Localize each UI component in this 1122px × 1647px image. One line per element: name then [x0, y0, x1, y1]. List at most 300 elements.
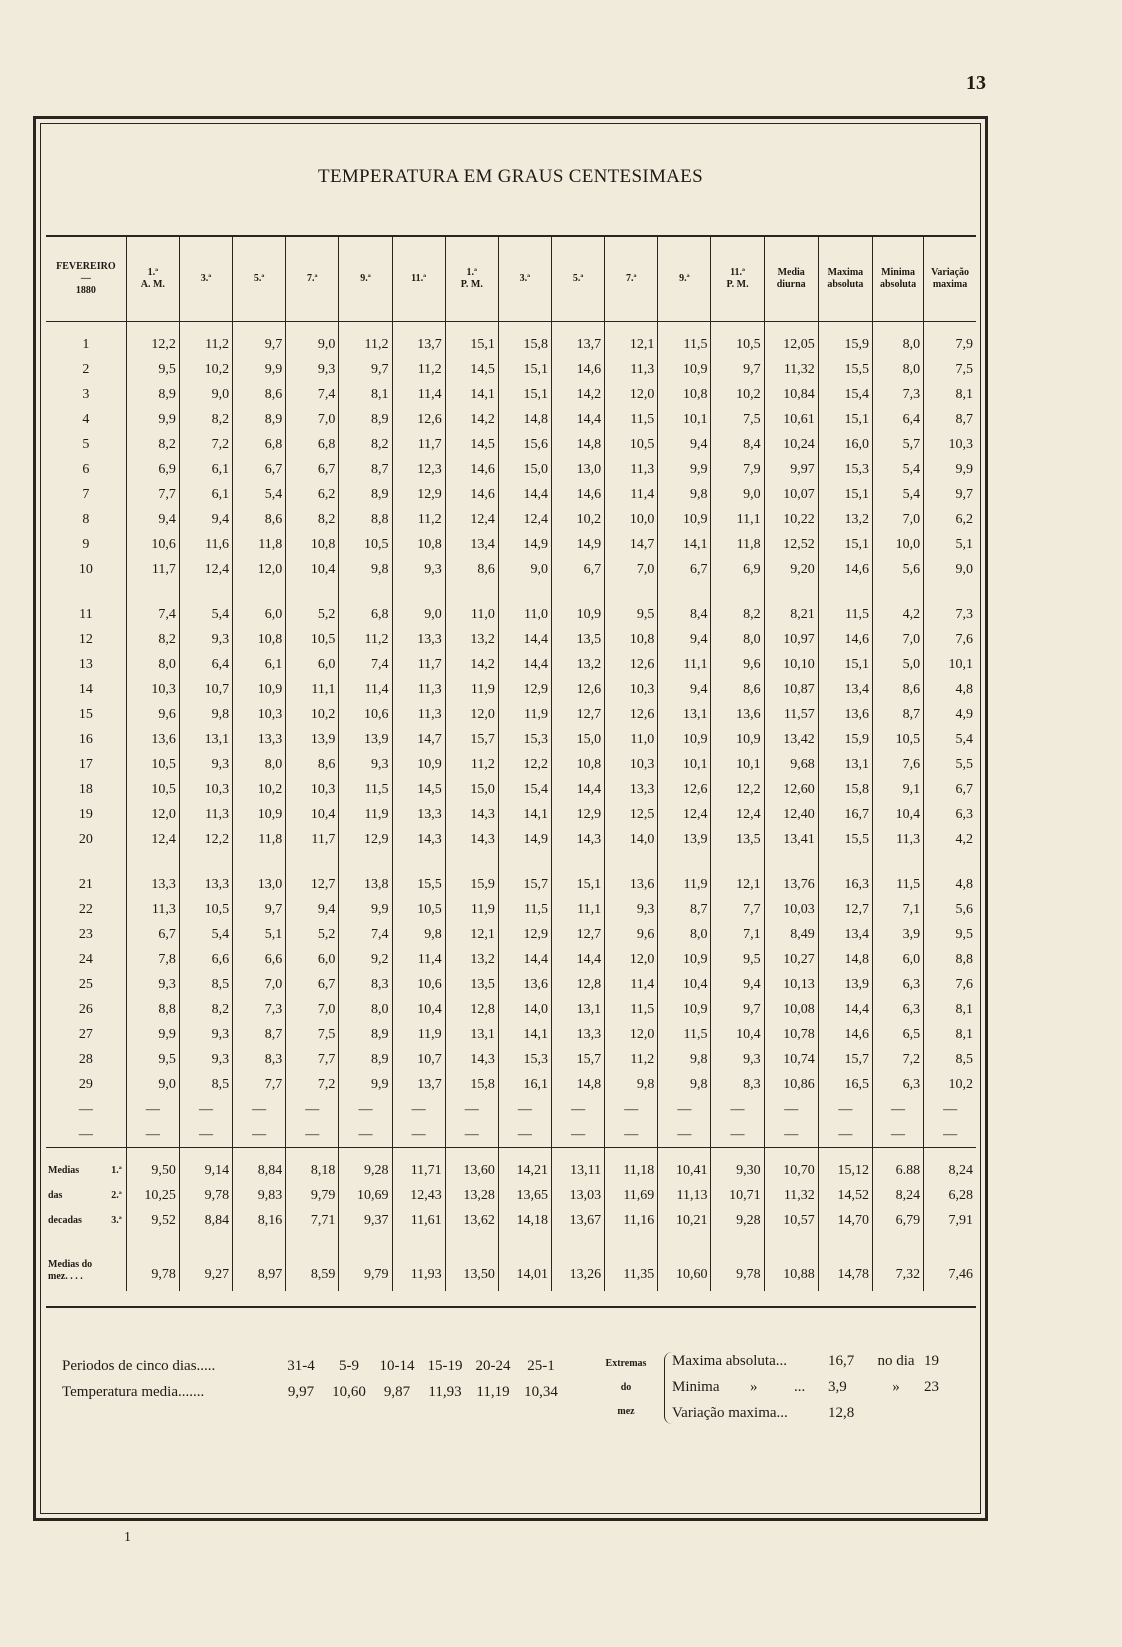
table-cell: 10,4 — [872, 802, 923, 827]
spacer-cell — [605, 852, 658, 872]
table-cell: 11,7 — [392, 652, 445, 677]
table-cell: 8,0 — [233, 752, 286, 777]
table-cell: 10,41 — [658, 1148, 711, 1184]
table-cell: 7,3 — [924, 602, 976, 627]
table-cell: 9,9 — [339, 897, 392, 922]
column-header — [658, 237, 711, 322]
column-header-line: diurna — [776, 279, 806, 290]
table-cell: 10,3 — [605, 752, 658, 777]
table-cell: 8,1 — [339, 382, 392, 407]
table-cell: 16,7 — [818, 802, 872, 827]
table-cell: 9,6 — [711, 652, 764, 677]
column-header-line: maxima — [932, 279, 968, 290]
table-cell: 10,3 — [179, 777, 232, 802]
table-cell: 9,7 — [339, 357, 392, 382]
table-cell: 9,5 — [126, 1047, 179, 1072]
table-cell: 12,0 — [233, 557, 286, 582]
spacer-cell — [872, 852, 923, 872]
table-cell: 8,2 — [179, 407, 232, 432]
extreme-var-row — [672, 1400, 992, 1426]
table-cell: 13,7 — [392, 322, 445, 358]
row-spacer — [46, 582, 976, 602]
table-cell: 12,6 — [605, 702, 658, 727]
table-cell: 14,7 — [605, 532, 658, 557]
table-cell: 13,3 — [392, 627, 445, 652]
extreme-max-label: Maxima absoluta... — [672, 1352, 787, 1369]
table-cell: 12,2 — [498, 752, 551, 777]
table-cell: 6,0 — [233, 602, 286, 627]
decade-ordinal: 1.ª — [111, 1164, 122, 1176]
table-cell: 13,03 — [552, 1183, 605, 1208]
table-cell: 7,2 — [179, 432, 232, 457]
table-cell: 13,3 — [392, 802, 445, 827]
table-cell: 5,4 — [872, 482, 923, 507]
table-cell: 15,4 — [498, 777, 551, 802]
table-cell: 6,0 — [872, 947, 923, 972]
table-cell: 12,7 — [552, 702, 605, 727]
table-cell: 15,6 — [498, 432, 551, 457]
decade-average-row — [46, 1183, 976, 1208]
column-header-line: 7.ª — [625, 273, 637, 284]
table-cell: 14,7 — [392, 727, 445, 752]
table-cell: 8,5 — [924, 1047, 976, 1072]
table-cell: 12,4 — [126, 827, 179, 852]
table-cell: 13,8 — [339, 872, 392, 897]
table-cell: 5,4 — [924, 727, 976, 752]
table-cell: 14,0 — [498, 997, 551, 1022]
table-cell: 7,2 — [286, 1072, 339, 1097]
column-header — [339, 237, 392, 322]
table-cell: 4,8 — [924, 677, 976, 702]
table-cell: 6,2 — [924, 507, 976, 532]
table-cell: 10,71 — [711, 1183, 764, 1208]
table-cell: 7,0 — [872, 507, 923, 532]
table-cell: 11,71 — [392, 1148, 445, 1184]
table-cell: 10,4 — [711, 1022, 764, 1047]
table-cell: 13,9 — [286, 727, 339, 752]
day-number: 3 — [82, 386, 90, 402]
table-cell: 14,9 — [552, 532, 605, 557]
spacer-cell — [498, 852, 551, 872]
table-cell: 8,2 — [179, 997, 232, 1022]
table-cell: 14,3 — [392, 827, 445, 852]
table-cell: 14,3 — [445, 827, 498, 852]
extreme-min-note: » — [892, 1378, 900, 1395]
spacer-cell — [605, 582, 658, 602]
table-cell: 11,9 — [339, 802, 392, 827]
table-cell: 11,4 — [392, 382, 445, 407]
table-cell: 10,22 — [764, 507, 818, 532]
table-cell: 10,9 — [658, 727, 711, 752]
table-cell: 6,7 — [126, 922, 179, 947]
table-cell: 11,4 — [339, 677, 392, 702]
table-cell: 11,5 — [339, 777, 392, 802]
table-cell: 9,3 — [605, 897, 658, 922]
column-header — [179, 237, 232, 322]
table-cell: 10,1 — [711, 752, 764, 777]
table-cell: 6,3 — [924, 802, 976, 827]
spacer-cell — [392, 582, 445, 602]
table-cell: 15,3 — [498, 1047, 551, 1072]
table-cell: 12,4 — [658, 802, 711, 827]
table-cell: 14,9 — [498, 532, 551, 557]
table-cell: 10,86 — [764, 1072, 818, 1097]
table-cell: 11,2 — [392, 357, 445, 382]
table-cell: 8,6 — [233, 382, 286, 407]
table-cell: 8,0 — [872, 357, 923, 382]
spacer-cell — [498, 582, 551, 602]
table-cell: 12,2 — [179, 827, 232, 852]
table-cell: 10,5 — [339, 532, 392, 557]
table-cell: 11,32 — [764, 1183, 818, 1208]
table-cell: 7,5 — [924, 357, 976, 382]
table-cell: 9,3 — [179, 1047, 232, 1072]
table-row — [46, 322, 976, 358]
table-cell: 8,49 — [764, 922, 818, 947]
table-cell: 13,6 — [498, 972, 551, 997]
table-cell: 10,57 — [764, 1208, 818, 1233]
column-header — [818, 237, 872, 322]
table-cell: 11,32 — [764, 357, 818, 382]
extreme-max-day: 19 — [924, 1352, 939, 1369]
table-cell: 8,8 — [339, 507, 392, 532]
table-cell: 12,6 — [552, 677, 605, 702]
table-cell: 10,5 — [126, 752, 179, 777]
table-cell: 10,07 — [764, 482, 818, 507]
table-cell: 8,24 — [924, 1148, 976, 1184]
table-cell: 11,7 — [126, 557, 179, 582]
table-cell: 9,9 — [126, 1022, 179, 1047]
day-number: 6 — [82, 461, 90, 477]
table-cell: 15,1 — [818, 532, 872, 557]
extreme-min-value: 3,9 — [828, 1378, 847, 1395]
periods-row — [62, 1353, 565, 1379]
table-cell: 11,0 — [498, 602, 551, 627]
column-header-line: P. M. — [726, 279, 749, 290]
spacer-cell — [711, 852, 764, 872]
table-cell: 14,78 — [818, 1233, 872, 1291]
table-cell: 10,8 — [605, 627, 658, 652]
table-cell: 8,0 — [339, 997, 392, 1022]
table-cell: 8,5 — [179, 1072, 232, 1097]
table-row — [46, 652, 976, 677]
table-cell: 15,1 — [552, 872, 605, 897]
day-number: 10 — [78, 561, 93, 577]
decade-label: das — [48, 1189, 63, 1201]
table-cell: 15,1 — [445, 322, 498, 358]
table-cell: 8,7 — [658, 897, 711, 922]
table-cell: 14,2 — [552, 382, 605, 407]
table-cell: 16,3 — [818, 872, 872, 897]
table-cell: 9,9 — [233, 357, 286, 382]
table-cell: 14,18 — [498, 1208, 551, 1233]
extreme-min-mark: » — [750, 1378, 758, 1395]
table-cell: 14,1 — [658, 532, 711, 557]
table-cell: 10,6 — [126, 532, 179, 557]
table-cell: 11,3 — [392, 677, 445, 702]
table-cell: 14,5 — [392, 777, 445, 802]
table-cell: 12,0 — [605, 1022, 658, 1047]
table-cell: 15,4 — [818, 382, 872, 407]
table-cell: 9,8 — [179, 702, 232, 727]
table-cell: 9,3 — [179, 627, 232, 652]
table-cell: 13,7 — [392, 1072, 445, 1097]
periods-label: Periodos de cinco dias..... — [62, 1357, 216, 1374]
table-cell: 11,3 — [126, 897, 179, 922]
table-cell: 4,9 — [924, 702, 976, 727]
table-cell: 7,4 — [339, 652, 392, 677]
table-cell: 9,6 — [126, 702, 179, 727]
column-header-line: Maxima — [827, 267, 864, 278]
month-label-line: Medias do — [48, 1259, 93, 1270]
table-cell: 7,3 — [872, 382, 923, 407]
table-cell: 13,5 — [711, 827, 764, 852]
dash-cell: — — [764, 1097, 818, 1122]
table-cell: 11,4 — [605, 482, 658, 507]
dash-cell: — — [392, 1097, 445, 1122]
period-value: 5-9 — [339, 1357, 359, 1374]
table-cell: 9,8 — [339, 557, 392, 582]
table-cell: 15,7 — [818, 1047, 872, 1072]
table-cell: 8,7 — [339, 457, 392, 482]
table-cell: 14,0 — [605, 827, 658, 852]
signature-mark: 1 — [124, 1530, 131, 1545]
table-cell: 9,3 — [392, 557, 445, 582]
table-cell: 14,1 — [498, 802, 551, 827]
table-cell: 9,4 — [711, 972, 764, 997]
table-cell: 6,7 — [552, 557, 605, 582]
table-cell: 11,9 — [445, 897, 498, 922]
table-cell: 11,0 — [605, 727, 658, 752]
table-cell: 8,97 — [233, 1233, 286, 1291]
table-cell: 12,6 — [658, 777, 711, 802]
table-cell: 9,7 — [711, 357, 764, 382]
table-cell: 14,4 — [818, 997, 872, 1022]
table-cell: 14,6 — [445, 482, 498, 507]
dash-cell: — — [872, 1122, 923, 1148]
table-cell: 8,9 — [339, 1022, 392, 1047]
extreme-var-value: 12,8 — [828, 1404, 855, 1421]
extremes-label — [590, 1352, 662, 1424]
table-cell: 15,1 — [498, 357, 551, 382]
table-cell: 6.88 — [872, 1148, 923, 1184]
table-cell: 11,8 — [233, 532, 286, 557]
spacer-cell — [552, 582, 605, 602]
table-cell: 6,9 — [711, 557, 764, 582]
table-cell: 12,1 — [605, 322, 658, 358]
table-cell: 10,3 — [605, 677, 658, 702]
table-cell: 6,6 — [179, 947, 232, 972]
table-cell: 8,21 — [764, 602, 818, 627]
table-cell: 14,70 — [818, 1208, 872, 1233]
table-cell: 13,4 — [445, 532, 498, 557]
table-cell: 13,3 — [179, 872, 232, 897]
table-cell: 15,12 — [818, 1148, 872, 1184]
table-cell: 15,1 — [818, 407, 872, 432]
table-cell: 9,2 — [339, 947, 392, 972]
extremes-rows — [672, 1348, 992, 1426]
table-cell: 5,4 — [179, 922, 232, 947]
table-cell: 12,4 — [445, 507, 498, 532]
table-cell: 12,8 — [552, 972, 605, 997]
table-cell: 10,9 — [711, 727, 764, 752]
period-value: 20-24 — [475, 1357, 511, 1374]
spacer-cell — [46, 852, 126, 872]
table-cell: 9,79 — [286, 1183, 339, 1208]
table-cell: 10,08 — [764, 997, 818, 1022]
table-cell: 12,7 — [286, 872, 339, 897]
table-cell: 12,5 — [605, 802, 658, 827]
table-cell: 10,60 — [658, 1233, 711, 1291]
table-cell: 13,62 — [445, 1208, 498, 1233]
temperature-label: Temperatura media....... — [62, 1383, 205, 1400]
table-cell: 9,0 — [392, 602, 445, 627]
decade-label-cell — [46, 1208, 126, 1233]
header-month-year-line: 1880 — [75, 285, 96, 296]
table-cell: 7,6 — [872, 752, 923, 777]
table-cell: 9,78 — [126, 1233, 179, 1291]
table-cell: 11,61 — [392, 1208, 445, 1233]
table-cell: 7,1 — [711, 922, 764, 947]
table-cell: 11,8 — [233, 827, 286, 852]
table-row — [46, 407, 976, 432]
table-cell: 14,4 — [552, 407, 605, 432]
dash-row — [46, 1097, 976, 1122]
table-cell: 13,2 — [552, 652, 605, 677]
dash-cell: — — [658, 1122, 711, 1148]
table-row — [46, 677, 976, 702]
table-cell: 8,24 — [872, 1183, 923, 1208]
table-cell: 10,9 — [658, 947, 711, 972]
table-cell: 10,9 — [658, 507, 711, 532]
column-header — [764, 237, 818, 322]
extremes-label-line: do — [620, 1382, 632, 1393]
spacer-cell — [179, 582, 232, 602]
table-cell: 10,7 — [179, 677, 232, 702]
spacer-cell — [924, 582, 976, 602]
column-header-line: 5.ª — [572, 273, 584, 284]
table-cell: 11,6 — [179, 532, 232, 557]
header-month-year-line: FEVEREIRO — [56, 261, 116, 272]
dash-cell: — — [498, 1122, 551, 1148]
extreme-max-note: no dia — [877, 1352, 915, 1369]
table-cell: 11,8 — [711, 532, 764, 557]
table-cell: 9,9 — [126, 407, 179, 432]
table-cell: 6,2 — [286, 482, 339, 507]
table-row — [46, 922, 976, 947]
table-cell: 7,46 — [924, 1233, 976, 1291]
day-number: 13 — [78, 656, 93, 672]
table-cell: 14,1 — [498, 1022, 551, 1047]
table-cell: 14,4 — [498, 947, 551, 972]
spacer-cell — [445, 582, 498, 602]
table-cell: 12,7 — [552, 922, 605, 947]
table-cell: 6,7 — [658, 557, 711, 582]
table-cell: 10,13 — [764, 972, 818, 997]
day-number: 8 — [82, 511, 90, 527]
table-cell: 10,78 — [764, 1022, 818, 1047]
column-header-line: 3.ª — [200, 273, 212, 284]
column-header — [605, 237, 658, 322]
table-cell: 6,4 — [872, 407, 923, 432]
table-cell: 12,6 — [605, 652, 658, 677]
dash-cell: — — [711, 1122, 764, 1148]
table-cell: 11,3 — [605, 457, 658, 482]
table-cell: 9,8 — [658, 482, 711, 507]
table-row — [46, 557, 976, 582]
table-cell: 10,5 — [605, 432, 658, 457]
temperature-value: 10,34 — [524, 1383, 558, 1400]
extreme-min-dots: ... — [794, 1378, 806, 1395]
table-cell: 9,28 — [711, 1208, 764, 1233]
table-cell: 13,42 — [764, 727, 818, 752]
table-cell: 10,2 — [179, 357, 232, 382]
table-cell: 7,1 — [872, 897, 923, 922]
table-row — [46, 357, 976, 382]
table-cell: 8,0 — [126, 652, 179, 677]
day-number: 18 — [78, 781, 93, 797]
table-cell: 10,24 — [764, 432, 818, 457]
spacer-cell — [924, 852, 976, 872]
table-cell: 11,3 — [605, 357, 658, 382]
table-cell: 13,2 — [818, 507, 872, 532]
spacer-cell — [339, 582, 392, 602]
table-cell: 11,2 — [339, 322, 392, 358]
dash-cell: — — [445, 1122, 498, 1148]
table-cell: 14,21 — [498, 1148, 551, 1184]
table-cell: 15,3 — [818, 457, 872, 482]
table-cell: 15,5 — [392, 872, 445, 897]
column-header-line: 5.ª — [253, 273, 265, 284]
table-cell: 10,4 — [286, 802, 339, 827]
table-cell: 8,8 — [126, 997, 179, 1022]
table-cell: 15,0 — [445, 777, 498, 802]
table-cell: 9,0 — [711, 482, 764, 507]
table-cell: 10,5 — [392, 897, 445, 922]
table-cell: 10,25 — [126, 1183, 179, 1208]
table-cell: 10,88 — [764, 1233, 818, 1291]
table-cell: 12,8 — [445, 997, 498, 1022]
table-cell: 12,40 — [764, 802, 818, 827]
table-cell: 6,7 — [286, 972, 339, 997]
table-cell: 9,97 — [764, 457, 818, 482]
table-row — [46, 777, 976, 802]
table-cell: 13,76 — [764, 872, 818, 897]
table-cell: 9,6 — [605, 922, 658, 947]
table-cell: 9,4 — [286, 897, 339, 922]
table-cell: 12,05 — [764, 322, 818, 358]
table-cell: 4,2 — [872, 602, 923, 627]
table-cell: 12,4 — [498, 507, 551, 532]
table-cell: 14,6 — [818, 627, 872, 652]
table-cell: 14,4 — [498, 652, 551, 677]
table-cell: 15,0 — [552, 727, 605, 752]
table-cell: 10,9 — [233, 677, 286, 702]
table-cell: 12,9 — [339, 827, 392, 852]
table-cell: 10,27 — [764, 947, 818, 972]
table-cell: 11,5 — [605, 407, 658, 432]
dash-cell: — — [872, 1097, 923, 1122]
table-cell: 6,0 — [286, 652, 339, 677]
table-cell: 11,0 — [445, 602, 498, 627]
table-cell: 10,5 — [872, 727, 923, 752]
temperature-row — [62, 1379, 565, 1405]
spacer-cell — [126, 852, 179, 872]
table-cell: 8,6 — [233, 507, 286, 532]
table-cell: 6,8 — [233, 432, 286, 457]
table-cell: 10,4 — [286, 557, 339, 582]
table-cell: 12,4 — [711, 802, 764, 827]
